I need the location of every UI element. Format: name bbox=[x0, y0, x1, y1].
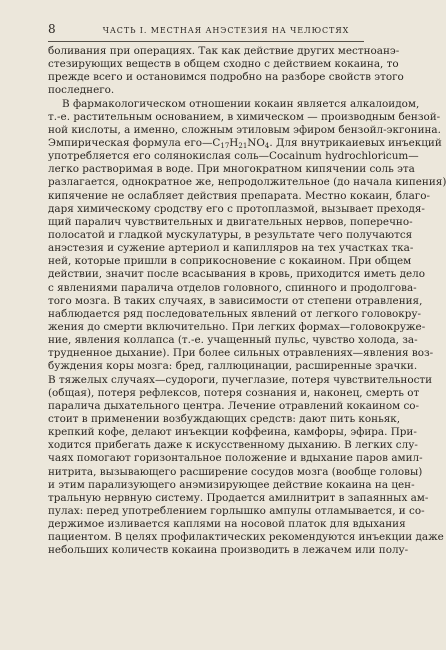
text-line: ней, которые пришли в соприкосновение с кокаином. При общем bbox=[48, 255, 412, 268]
formula-subscript: 17 bbox=[220, 141, 230, 150]
text-line: В фармакологическом отношении кокаин является алкалоидом, bbox=[62, 97, 420, 110]
text-line: последнего. bbox=[48, 84, 115, 97]
text-line: пулах: перед употреблением горлышко ампулы отламывается, и со- bbox=[48, 504, 425, 517]
text-line: действии, значит после всасывания в кровь, приходится иметь дело bbox=[48, 268, 426, 281]
formula-subscript: 4 bbox=[264, 141, 270, 150]
text-fragment: Эмпирическая формула его—C bbox=[48, 136, 221, 149]
text-line: полосатой и гладкой мускулатуры, в результате чего получаются bbox=[48, 228, 413, 241]
header-rule bbox=[48, 41, 364, 42]
text-line: пациентом. В целях профилактических рекомендуются инъекции даже bbox=[48, 531, 444, 544]
page-header bbox=[48, 22, 364, 38]
text-fragment: H bbox=[229, 136, 239, 149]
text-line: (общая), потеря рефлексов, потеря сознания и, наконец, смерть от bbox=[48, 386, 420, 399]
text-line: т.-е. растительным основанием, в химическом — производным бензой- bbox=[48, 110, 441, 123]
text-line: употребляется его солянокислая соль—Cocainum hydrochloricum— bbox=[48, 150, 419, 163]
text-line: анэстезия и сужение артериол и капилляров на тех участках тка- bbox=[48, 242, 414, 255]
text-line: щий паралич чувствительных и двигательных нервов, поперечно- bbox=[48, 215, 413, 228]
text-fragment: . Для внутрикаиевых инъекций bbox=[269, 136, 442, 149]
text-line: прежде всего и остановимся подробно на разборе свойств этого bbox=[48, 71, 404, 84]
text-line: даря химическому сродству его с протоплазмой, вызывает преходя- bbox=[48, 202, 425, 215]
text-line: боливания при операциях. Так как действие других местноанэ- bbox=[48, 45, 400, 57]
text-line: буждения коры мозга: бред, галлюцинации, расширенные зрачки. bbox=[48, 360, 418, 373]
text-line: паралича дыхательного центра. Лечение отравлений кокаином со- bbox=[48, 399, 420, 412]
text-line: ходится прибегать даже к искусственному дыханию. В легких слу- bbox=[48, 439, 418, 452]
page-number: 8 bbox=[48, 22, 56, 36]
text-line: стоит в применении возбуждающих средств: дают пить коньяк, bbox=[48, 412, 401, 425]
running-head: ЧАСТЬ I. МЕСТНАЯ АНЭСТЕЗИЯ НА ЧЕЛЮСТЯХ bbox=[102, 26, 350, 35]
text-line: крепкий кофе, делают инъекции коффеина, камфоры, эфира. При- bbox=[48, 426, 417, 439]
text-line: разлагается, однократное же, непродолжительное (до начала кипения) bbox=[48, 176, 446, 189]
text-line: держимое изливается каплями на носовой платок для вдыхания bbox=[48, 518, 406, 531]
text-line: с явлениями паралича отделов головного, спинного и продолгова- bbox=[48, 281, 417, 294]
text-line: небольших количеств кокаина производить в лежачем или полу- bbox=[48, 544, 409, 557]
text-line: того мозга. В таких случаях, в зависимости от степени отравления, bbox=[48, 294, 423, 307]
text-line: кипячение не ослабляет действия препарата. Местно кокаин, благо- bbox=[48, 189, 430, 202]
text-line: легко растворимая в воде. При многократном кипячении соль эта bbox=[48, 163, 415, 176]
text-line: ной кислоты, а именно, сложным этиловым эфиром бензойл-экгонина. bbox=[48, 123, 441, 136]
text-line: тральную нервную систему. Продается амилнитрит в запаянных ам- bbox=[48, 491, 429, 504]
text-line: ние, явления коллапса (т.-е. учащенный пульс, чувство холода, за- bbox=[48, 334, 418, 347]
text-line: В тяжелых случаях—судороги, пучеглазие, потеря чувствительности bbox=[48, 373, 433, 386]
text-line: нитрита, вызывающего расширение сосудов мозга (вообще головы) bbox=[48, 465, 423, 478]
text-line: трудненное дыхание). При более сильных отравлениях—явления воз- bbox=[48, 347, 434, 360]
text-line: наблюдается ряд последовательных явлений от легкого головокру- bbox=[48, 307, 421, 320]
text-fragment: NO bbox=[247, 136, 265, 149]
text-line: стезирующих веществ в общем сходно с действием кокаина, то bbox=[48, 58, 399, 71]
body-text bbox=[48, 45, 446, 557]
text-line: жения до смерти включительно. При легких формах—головокруже- bbox=[48, 320, 426, 333]
text-line: чаях помогают горизонтальное положение и вдыхание паров амил- bbox=[48, 452, 423, 465]
text-line: и этим парализующего анэмизирующее действие кокаина на цен- bbox=[48, 478, 415, 491]
text-line bbox=[48, 136, 442, 150]
formula-subscript: 21 bbox=[238, 141, 248, 150]
